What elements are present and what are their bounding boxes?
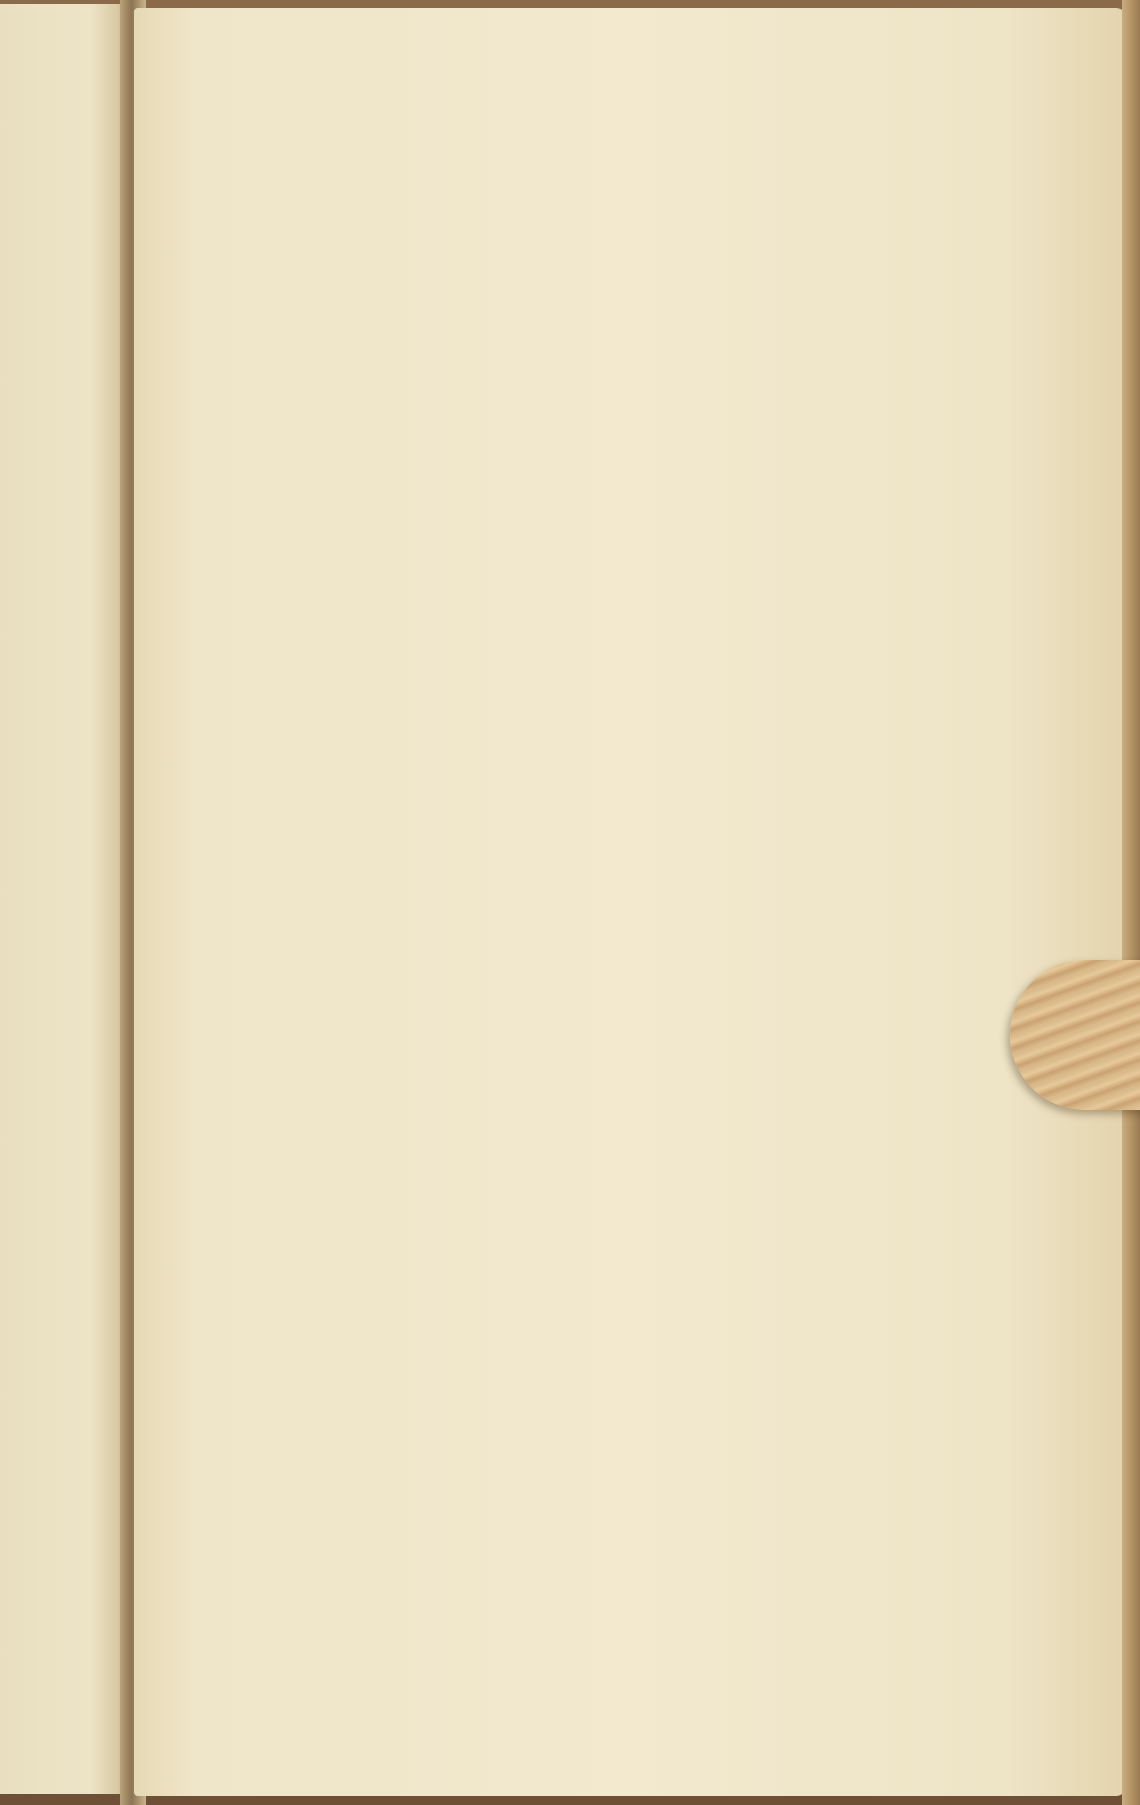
left-page	[0, 4, 128, 1794]
right-page	[134, 8, 1126, 1796]
drop-cap	[134, 564, 156, 630]
page-edge	[1122, 0, 1140, 1805]
page-header	[160, 40, 880, 80]
